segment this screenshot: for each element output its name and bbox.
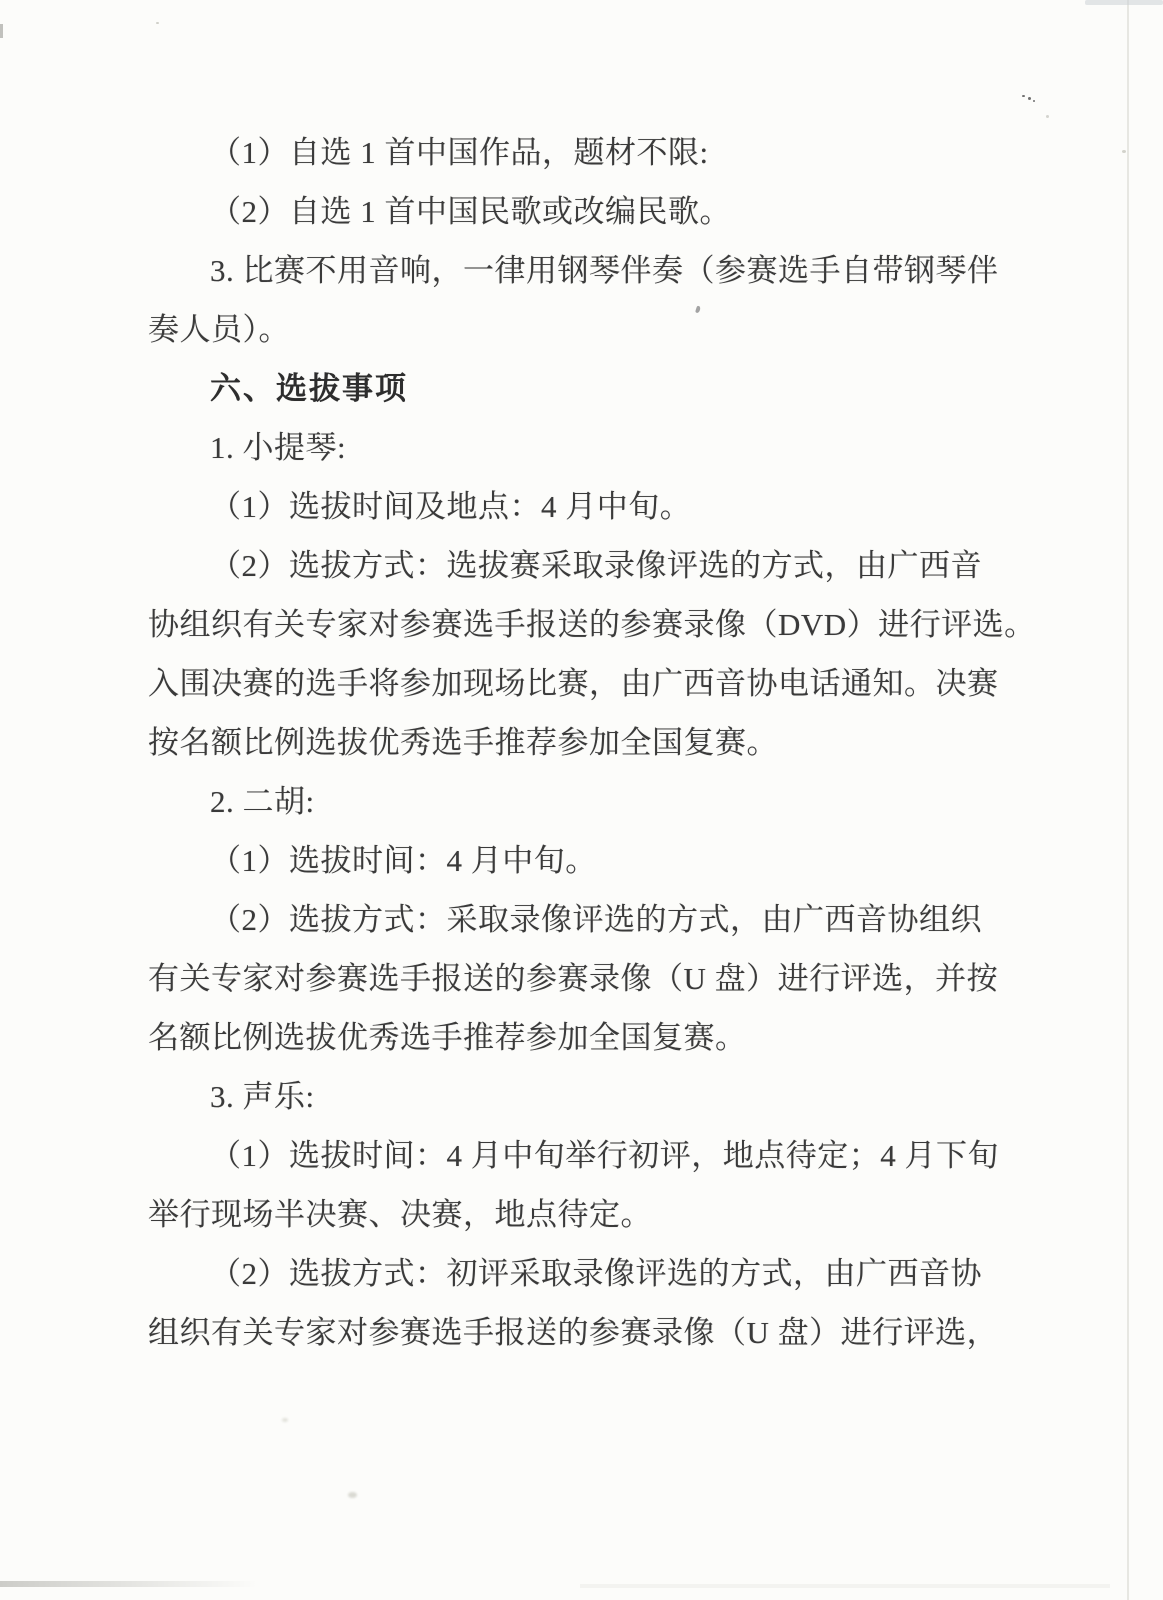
scan-speck bbox=[156, 22, 159, 24]
text-line: 奏人员）。 bbox=[148, 312, 290, 347]
text-line: 3. 声乐: bbox=[210, 1079, 315, 1114]
scan-speck bbox=[1022, 92, 1038, 104]
text-line: （1）选拔时间：4 月中旬。 bbox=[210, 843, 597, 878]
text-line: 1. 小提琴: bbox=[210, 430, 347, 465]
text-line: 举行现场半决赛、决赛，地点待定。 bbox=[148, 1197, 652, 1232]
text-line: （2）选拔方式：选拔赛采取录像评选的方式，由广西音 bbox=[210, 548, 982, 583]
text-line: （2）选拔方式：初评采取录像评选的方式，由广西音协 bbox=[210, 1256, 982, 1291]
scan-edge-shadow bbox=[0, 1581, 258, 1587]
scan-edge-shadow-faint bbox=[580, 1584, 1110, 1588]
text-line: （1）选拔时间及地点：4 月中旬。 bbox=[210, 489, 692, 524]
scan-speck bbox=[348, 1492, 357, 1498]
text-line: 2. 二胡: bbox=[210, 784, 315, 819]
text-line: （2）自选 1 首中国民歌或改编民歌。 bbox=[210, 194, 731, 229]
text-line: （1）选拔时间：4 月中旬举行初评，地点待定；4 月下旬 bbox=[210, 1138, 999, 1173]
scan-speck bbox=[1122, 150, 1126, 153]
text-line: （2）选拔方式：采取录像评选的方式，由广西音协组织 bbox=[210, 902, 982, 937]
text-line: 3. 比赛不用音响，一律用钢琴伴奏（参赛选手自带钢琴伴 bbox=[210, 253, 999, 288]
scan-fold-line bbox=[1127, 0, 1129, 1600]
text-line: （1）自选 1 首中国作品，题材不限: bbox=[210, 135, 709, 170]
text-line: 按名额比例选拔优秀选手推荐参加全国复赛。 bbox=[148, 725, 778, 760]
document-body bbox=[148, 123, 1036, 1362]
text-line: 协组织有关专家对参赛选手报送的参赛录像（DVD）进行评选。 bbox=[148, 607, 1036, 642]
text-line: 有关专家对参赛选手报送的参赛录像（U 盘）进行评选，并按 bbox=[148, 961, 999, 996]
scan-speck bbox=[1046, 115, 1049, 118]
scan-edge-smudge bbox=[1085, 0, 1163, 5]
text-line: 入围决赛的选手将参加现场比赛，由广西音协电话通知。决赛 bbox=[148, 666, 999, 701]
scan-edge-mark bbox=[0, 24, 3, 38]
text-line: 名额比例选拔优秀选手推荐参加全国复赛。 bbox=[148, 1020, 747, 1055]
scan-speck bbox=[282, 1418, 288, 1422]
section-heading: 六、选拔事项 bbox=[210, 371, 408, 406]
text-line: 组织有关专家对参赛选手报送的参赛录像（U 盘）进行评选， bbox=[148, 1315, 999, 1350]
